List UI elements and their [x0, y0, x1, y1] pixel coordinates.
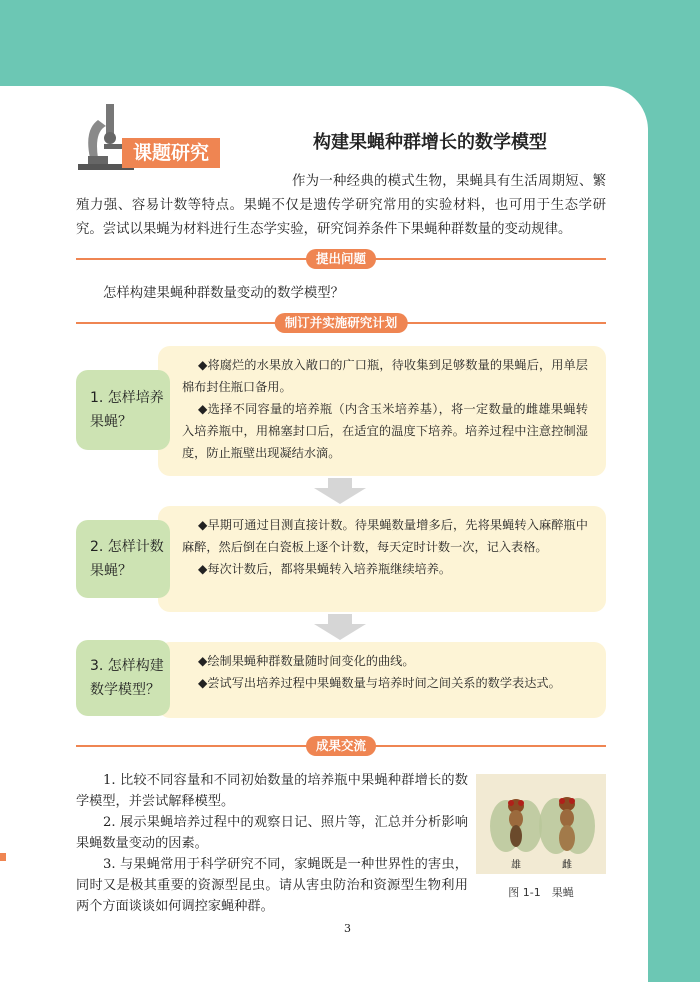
badge-label: 课题研究 — [122, 138, 220, 168]
result-item-1: 1. 比较不同容量和不同初始数量的培养瓶中果蝇种群增长的数学模型，并尝试解释模型。 — [76, 773, 468, 809]
side-marker — [0, 853, 6, 861]
section-pill: 成果交流 — [306, 736, 376, 756]
fruit-fly-photo — [476, 774, 606, 874]
figure-caption: 图 1-1 果蝇 — [508, 886, 574, 899]
section-plan — [76, 313, 606, 333]
section-results — [76, 736, 606, 756]
step-2-box — [158, 506, 606, 612]
step-2-label: 2. 怎样计数果蝇？ — [76, 520, 170, 598]
intro-paragraph: 作为一种经典的模式生物，果蝇具有生活周期短、繁殖力强、容易计数等特点。果蝇不仅是遗传学研究常用的实验材料，也可用于生态学研究。尝试以果蝇为材料进行生态学实验，研究饲养条件下果蝇种群数量的变动规律。 — [76, 174, 606, 237]
step-3-paragraph-2: ◆尝试写出培养过程中果蝇数量与培养时间之间关系的数学表达式。 — [198, 676, 561, 690]
page-title: 构建果蝇种群增长的数学模型 — [313, 132, 547, 153]
step-1-box — [158, 346, 606, 476]
step-3-box — [158, 642, 606, 718]
female-label: 雌 — [562, 860, 572, 871]
result-item-2: 2. 展示果蝇培养过程中的观察日记、照片等，汇总并分析影响果蝇数量变动的因素。 — [76, 815, 468, 851]
section-pill: 提出问题 — [306, 249, 376, 269]
step-3-paragraph-1: ◆绘制果蝇种群数量随时间变化的曲线。 — [198, 654, 415, 668]
research-question: 怎样构建果蝇种群数量变动的数学模型？ — [103, 286, 345, 301]
section-raise-question — [76, 249, 606, 269]
step-2-paragraph-2: ◆每次计数后，都将果蝇转入培养瓶继续培养。 — [198, 562, 452, 576]
fruit-fly-illustration — [476, 774, 606, 874]
step-1-paragraph-2: ◆选择不同容量的培养瓶（内含玉米培养基），将一定数量的雌雄果蝇转入培养瓶中，用棉塞封口后，在适宜的温度下培养。培养过程中注意控制湿度，防止瓶壁出现凝结水滴。 — [182, 402, 588, 460]
section-pill: 制订并实施研究计划 — [275, 313, 408, 333]
page-number: 3 — [344, 922, 351, 935]
step-3-label: 3. 怎样构建数学模型？ — [76, 640, 170, 716]
step-2-paragraph-1: ◆早期可通过目测直接计数。待果蝇数量增多后，先将果蝇转入麻醉瓶中麻醉，然后倒在白瓷板上逐个计数，每天定时计数一次，记入表格。 — [182, 518, 588, 554]
section-badge — [76, 100, 224, 172]
results-list — [76, 770, 468, 917]
result-item-3: 3. 与果蝇常用于科学研究不同，家蝇既是一种世界性的害虫，同时又是极其重要的资源型昆虫。请从害虫防治和资源型生物利用两个方面谈谈如何调控家蝇种群。 — [76, 857, 468, 914]
down-arrow-icon — [312, 614, 368, 640]
step-1-label: 1. 怎样培养果蝇？ — [76, 370, 170, 450]
male-label: 雄 — [511, 860, 521, 871]
down-arrow-icon — [312, 478, 368, 504]
step-1-paragraph-1: ◆将腐烂的水果放入敞口的广口瓶，待收集到足够数量的果蝇后，用单层棉布封住瓶口备用。 — [182, 358, 588, 394]
